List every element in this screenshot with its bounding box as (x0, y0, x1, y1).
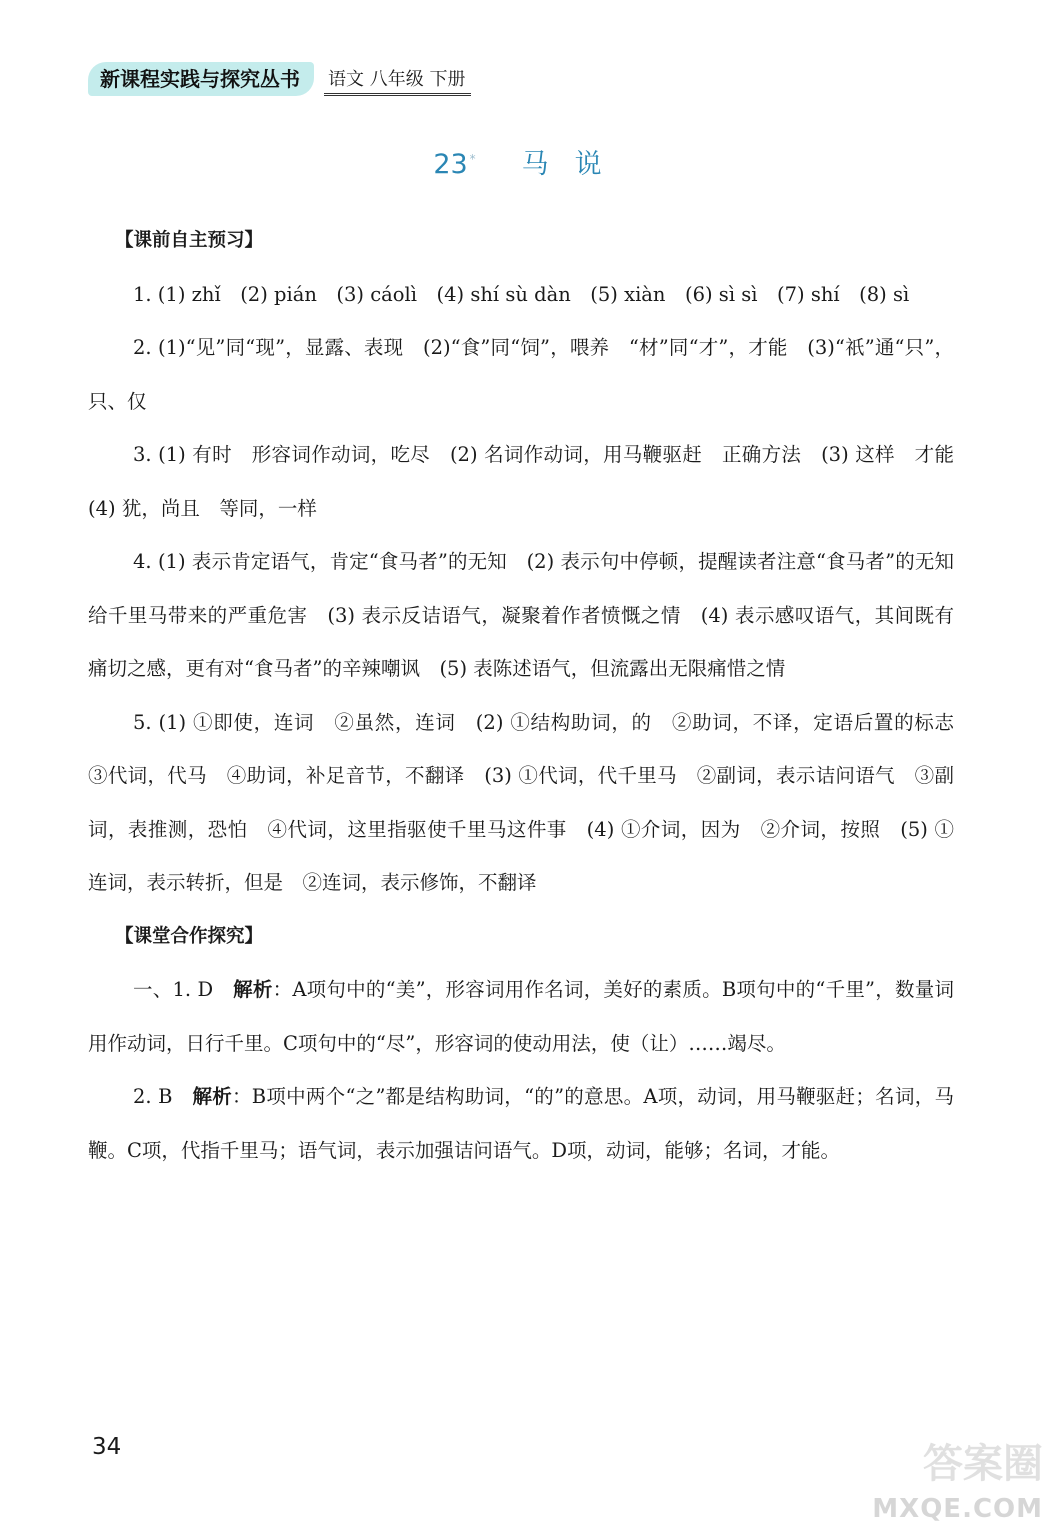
watermark-logo: 答案圈 (923, 1441, 1043, 1487)
page-number: 34 (92, 1434, 122, 1460)
lesson-name: 马说 (521, 149, 628, 180)
lesson-number-text: 23 (433, 149, 468, 180)
series-badge: 新课程实践与探究丛书 (88, 62, 314, 96)
answer-paragraph: 2. (1)“见”同“现”，显露、表现 (2)“食”同“饲”，喂养 “材”同“才”，才能 (3)“祇”通“只”，只、仅 (88, 336, 954, 413)
subject-grade-label: 语文 八年级 下册 (324, 69, 471, 96)
section-heading-preview: 【课前自主预习】 (115, 230, 264, 251)
analysis-label: 解析 (192, 1085, 232, 1108)
lesson-mark: * (469, 152, 476, 166)
answer-paragraph: 1. (1) zhǐ (2) pián (3) cáolì (4) shí sù dàn (5) xiàn (6) sì sì (7) shí (8) sì (133, 282, 910, 306)
watermark-text: MXQE.COM (872, 1494, 1043, 1524)
analysis-label: 解析 (233, 978, 273, 1001)
watermark (829, 1428, 1049, 1528)
answer-paragraph (88, 1070, 954, 1177)
answer-content (88, 214, 974, 1177)
analysis-text: ：B项中两个“之”都是结构助词，“的”的意思。A项，动词，用马鞭驱赶；名词，马鞭。C项，代指千里马；语气词，表示加强诘问语气。D项，动词，能够；名词，才能。 (88, 1085, 954, 1162)
lesson-title (0, 142, 1061, 181)
section-heading-explore: 【课堂合作探究】 (115, 925, 264, 947)
analysis-text: ：A项句中的“美”，形容词用作名词，美好的素质。B项句中的“千里”，数量词用作动词，日行千里。C项句中的“尽”，形容词的使动用法，使（让）……竭尽。 (88, 978, 954, 1055)
running-header (88, 62, 471, 96)
answer-paragraph (88, 963, 954, 1070)
answer-paragraph: 5. (1) ①即使，连词 ②虽然，连词 (2) ①结构助词，的 ②助词，不译，定语后置的标志 ③代词，代马 ④助词，补足音节，不翻译 (3) ①代词，代千里马 ②副词，表示诘问语气 ③副词，表推测，恐怕 ④代词，这里指驱使千里马这件事 (4) ①介词，因为 ②介词，按照 (5) ①连词，表示转折，但是 ②连词，表示修饰，不翻译 (88, 710, 974, 894)
lesson-number (433, 149, 475, 180)
answer-paragraph: 4. (1) 表示肯定语气，肯定“食马者”的无知 (2) 表示句中停顿，提醒读者注意“食马者”的无知给千里马带来的严重危害 (3) 表示反诘语气，凝聚着作者愤慨之情 (4) 表示感叹语气，其间既有痛切之感，更有对“食马者”的辛辣嘲讽 (5) 表陈述语气，但流露出无限痛惜之情 (88, 550, 954, 680)
answer-prefix: 2. B (133, 1085, 193, 1108)
answer-paragraph: 3. (1) 有时 形容词作动词，吃尽 (2) 名词作动词，用马鞭驱赶 正确方法 (3) 这样 才能 (4) 犹，尚且 等同，一样 (88, 443, 974, 520)
answer-prefix: 一、1. D (133, 978, 234, 1001)
